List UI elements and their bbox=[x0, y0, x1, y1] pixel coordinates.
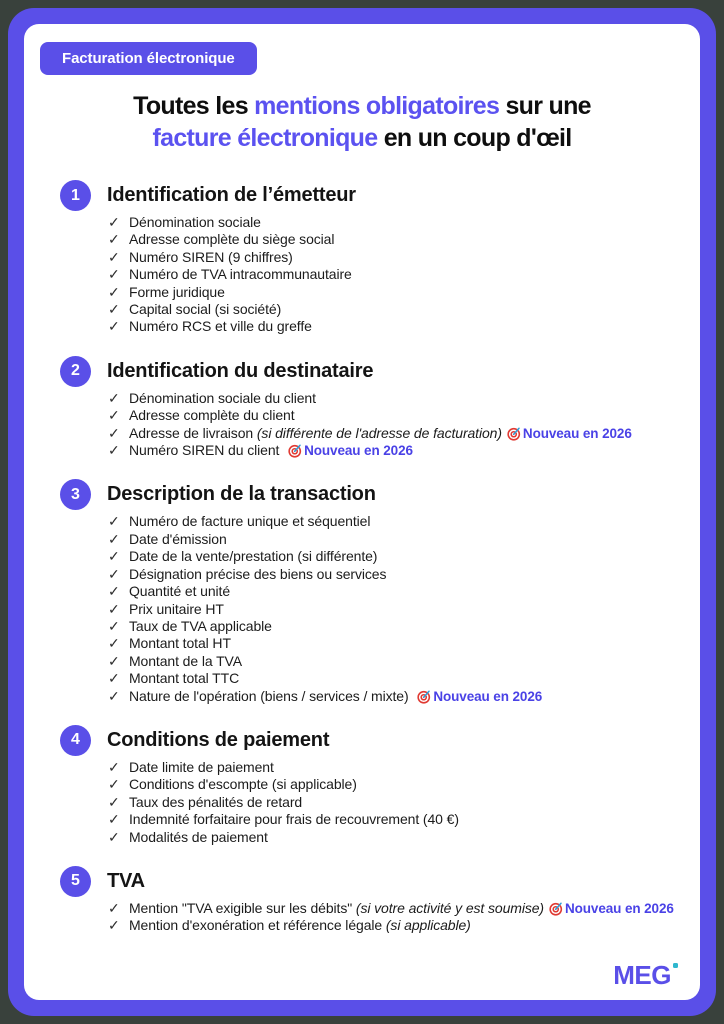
section-items bbox=[108, 513, 700, 704]
item-text: Numéro SIREN (9 chiffres) bbox=[129, 248, 293, 265]
checklist-item bbox=[108, 829, 700, 846]
section-number-badge: 3 bbox=[60, 479, 91, 510]
purple-frame bbox=[8, 8, 716, 1016]
checklist-item bbox=[108, 811, 700, 828]
checklist-item bbox=[108, 601, 700, 618]
item-text: Dénomination sociale du client bbox=[129, 389, 316, 406]
check-icon: ✓ bbox=[108, 758, 120, 775]
nouveau-label: Nouveau en 2026 bbox=[433, 688, 543, 704]
checklist-item bbox=[108, 249, 700, 266]
item-text: Mention "TVA exigible sur les débits" bbox=[129, 899, 356, 916]
checklist-item bbox=[108, 407, 700, 424]
item-text: Numéro de facture unique et séquentiel bbox=[129, 513, 371, 530]
check-icon: ✓ bbox=[108, 424, 120, 441]
check-icon: ✓ bbox=[108, 583, 120, 600]
section-header bbox=[60, 866, 700, 897]
item-text: Date d'émission bbox=[129, 530, 227, 547]
section-items bbox=[108, 214, 700, 336]
check-icon: ✓ bbox=[108, 407, 120, 424]
section-conditions-paiement bbox=[24, 725, 700, 846]
check-icon: ✓ bbox=[108, 283, 120, 300]
check-icon: ✓ bbox=[108, 530, 120, 547]
checklist-item bbox=[108, 442, 700, 459]
nouveau-badge bbox=[549, 901, 674, 916]
item-text-italic: (si votre activité y est soumise) bbox=[355, 899, 544, 916]
checklist-item bbox=[108, 635, 700, 652]
checklist-item bbox=[108, 794, 700, 811]
section-identification-emetteur bbox=[24, 180, 700, 336]
target-icon bbox=[549, 901, 564, 916]
item-text: Numéro RCS et ville du greffe bbox=[129, 318, 312, 335]
check-icon: ✓ bbox=[108, 442, 120, 459]
check-icon: ✓ bbox=[108, 635, 120, 652]
checklist-item bbox=[108, 214, 700, 231]
item-text: Montant total TTC bbox=[129, 670, 240, 687]
section-header bbox=[60, 479, 700, 510]
item-text: Adresse de livraison bbox=[129, 424, 257, 441]
check-icon: ✓ bbox=[108, 793, 120, 810]
section-number-badge: 2 bbox=[60, 356, 91, 387]
section-items bbox=[108, 759, 700, 846]
item-text: Date limite de paiement bbox=[129, 758, 274, 775]
checklist-item bbox=[108, 653, 700, 670]
checklist-item bbox=[108, 566, 700, 583]
section-title: Conditions de paiement bbox=[107, 728, 330, 751]
check-icon: ✓ bbox=[108, 828, 120, 845]
section-header bbox=[60, 180, 700, 211]
checklist-item bbox=[108, 583, 700, 600]
checklist-item bbox=[108, 917, 700, 934]
item-text: Nature de l'opération (biens / services / mixte) bbox=[129, 687, 413, 704]
section-title: Description de la transaction bbox=[107, 483, 376, 506]
item-text: Mention d'exonération et référence légale bbox=[129, 917, 386, 934]
checklist-item bbox=[108, 266, 700, 283]
check-icon: ✓ bbox=[108, 231, 120, 248]
nouveau-label: Nouveau en 2026 bbox=[522, 425, 632, 441]
title-line-2: facture électronique en un coup d'œil bbox=[152, 124, 572, 152]
item-text: Numéro SIREN du client bbox=[129, 442, 284, 459]
check-icon: ✓ bbox=[108, 917, 120, 934]
checklist-item bbox=[108, 618, 700, 635]
check-icon: ✓ bbox=[108, 670, 120, 687]
item-text: Taux des pénalités de retard bbox=[129, 793, 303, 810]
item-text: Conditions d'escompte (si applicable) bbox=[129, 776, 357, 793]
checklist-item bbox=[108, 390, 700, 407]
check-icon: ✓ bbox=[108, 899, 120, 916]
item-text-italic: (si différente de l'adresse de facturation) bbox=[256, 424, 502, 441]
checklist-item bbox=[108, 688, 700, 705]
checklist-item bbox=[108, 513, 700, 530]
check-icon: ✓ bbox=[108, 600, 120, 617]
section-number-badge: 1 bbox=[60, 180, 91, 211]
checklist-item bbox=[108, 284, 700, 301]
section-title: TVA bbox=[107, 869, 145, 892]
item-text: Adresse complète du siège social bbox=[129, 231, 335, 248]
section-description-transaction bbox=[24, 479, 700, 704]
item-text: Quantité et unité bbox=[129, 583, 231, 600]
checklist-item bbox=[108, 301, 700, 318]
target-icon bbox=[417, 689, 432, 704]
section-items bbox=[108, 390, 700, 460]
section-title: Identification de l’émetteur bbox=[107, 184, 356, 206]
checklist-item bbox=[108, 776, 700, 793]
checklist-item bbox=[108, 900, 700, 917]
target-icon bbox=[288, 443, 303, 458]
checklist-sections bbox=[24, 180, 700, 935]
checklist-item bbox=[108, 231, 700, 248]
section-number-badge: 4 bbox=[60, 725, 91, 756]
meg-logo-text: MEG bbox=[613, 960, 671, 990]
item-text: Modalités de paiement bbox=[129, 828, 268, 845]
checklist-item bbox=[108, 531, 700, 548]
item-text: Adresse complète du client bbox=[129, 407, 295, 424]
item-text: Dénomination sociale bbox=[129, 214, 261, 230]
check-icon: ✓ bbox=[108, 652, 120, 669]
check-icon: ✓ bbox=[108, 811, 120, 828]
check-icon: ✓ bbox=[108, 513, 120, 530]
section-header bbox=[60, 725, 700, 756]
item-text: Montant de la TVA bbox=[129, 652, 242, 669]
check-icon: ✓ bbox=[108, 301, 120, 318]
item-text: Capital social (si société) bbox=[129, 301, 282, 318]
nouveau-badge bbox=[507, 426, 632, 441]
check-icon: ✓ bbox=[108, 776, 120, 793]
page-title bbox=[24, 90, 700, 154]
checklist-item bbox=[108, 318, 700, 335]
checklist-item bbox=[108, 425, 700, 442]
section-tva bbox=[24, 866, 700, 935]
meg-logo bbox=[613, 960, 678, 991]
nouveau-label: Nouveau en 2026 bbox=[304, 443, 413, 459]
target-icon bbox=[507, 426, 522, 441]
nouveau-label: Nouveau en 2026 bbox=[564, 900, 674, 916]
topic-badge: Facturation électronique bbox=[40, 42, 257, 75]
infographic-card bbox=[24, 24, 700, 1000]
item-text-italic: (si applicable) bbox=[385, 917, 471, 934]
item-text: Indemnité forfaitaire pour frais de recouvrement (40 €) bbox=[129, 811, 459, 828]
nouveau-badge bbox=[417, 689, 542, 704]
logo-dot bbox=[673, 963, 678, 968]
check-icon: ✓ bbox=[108, 617, 120, 634]
check-icon: ✓ bbox=[108, 389, 120, 406]
item-text: Désignation précise des biens ou services bbox=[129, 565, 387, 582]
section-number-badge: 5 bbox=[60, 866, 91, 897]
check-icon: ✓ bbox=[108, 214, 120, 230]
item-text: Montant total HT bbox=[129, 635, 231, 652]
section-header bbox=[60, 356, 700, 387]
item-text: Prix unitaire HT bbox=[129, 600, 224, 617]
title-line-1: Toutes les mentions obligatoires sur une bbox=[133, 92, 591, 120]
item-text: Numéro de TVA intracommunautaire bbox=[129, 266, 352, 283]
check-icon: ✓ bbox=[108, 318, 120, 335]
check-icon: ✓ bbox=[108, 565, 120, 582]
checklist-item bbox=[108, 759, 700, 776]
check-icon: ✓ bbox=[108, 548, 120, 565]
checklist-item bbox=[108, 548, 700, 565]
check-icon: ✓ bbox=[108, 248, 120, 265]
section-identification-destinataire bbox=[24, 356, 700, 460]
checklist-item bbox=[108, 670, 700, 687]
check-icon: ✓ bbox=[108, 687, 120, 704]
item-text: Forme juridique bbox=[129, 283, 225, 300]
nouveau-badge bbox=[288, 443, 413, 458]
item-text: Date de la vente/prestation (si différente) bbox=[129, 548, 378, 565]
check-icon: ✓ bbox=[108, 266, 120, 283]
section-title: Identification du destinataire bbox=[107, 359, 374, 382]
item-text: Taux de TVA applicable bbox=[129, 617, 272, 634]
section-items bbox=[108, 900, 700, 935]
